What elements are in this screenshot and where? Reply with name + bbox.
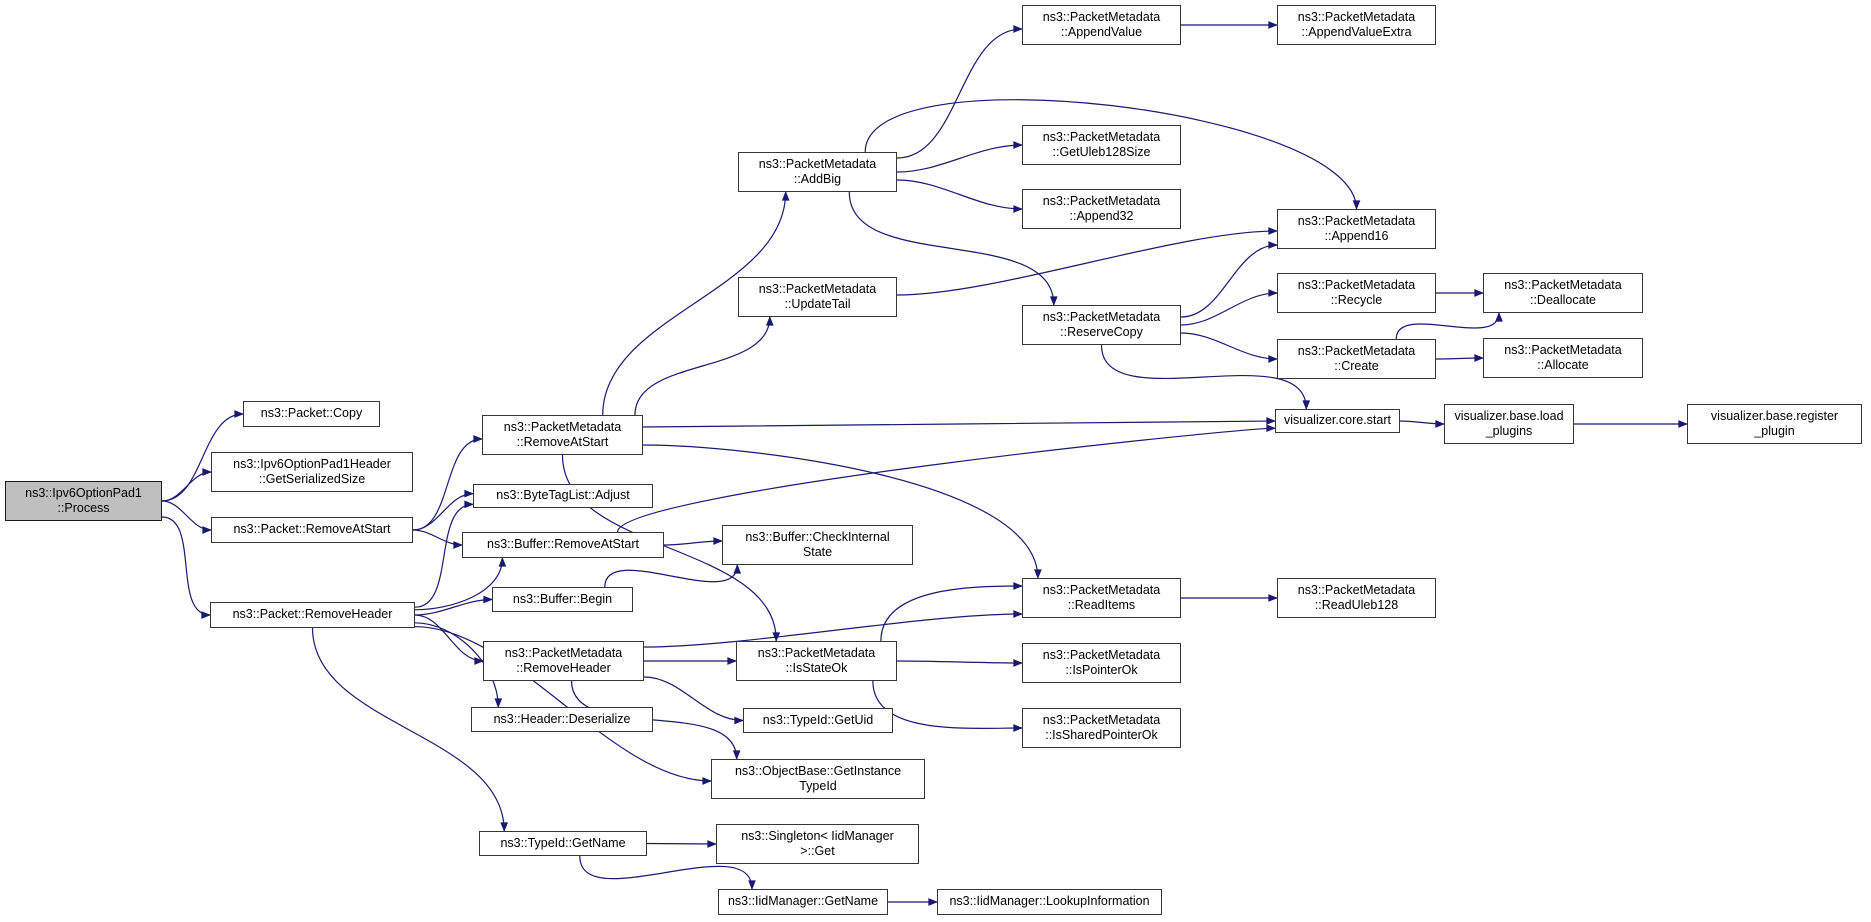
node-label: ::Create: [1334, 359, 1379, 373]
edge-reservecopy-to-core-start: [1102, 345, 1307, 409]
node-getuleb128size[interactable]: [1022, 125, 1181, 165]
node-label: ::GetUleb128Size: [1052, 145, 1151, 159]
node-label: ::AppendValueExtra: [1301, 25, 1412, 39]
edge-pm-removeheader-to-getuid: [644, 677, 743, 721]
node-label: ::UpdateTail: [784, 297, 851, 311]
node-getserializedsize[interactable]: [211, 452, 413, 492]
node-isstateok[interactable]: [736, 641, 897, 681]
node-packet-removeatstart[interactable]: [211, 517, 413, 543]
node-buffer-begin[interactable]: [492, 587, 633, 612]
edge-core-start-to-load-plugins: [1400, 421, 1444, 424]
node-label: ::ReserveCopy: [1060, 325, 1143, 339]
node-label: ns3::PacketMetadata: [1042, 582, 1161, 597]
node-label: ::Process: [57, 501, 110, 515]
node-iidmanager-getname[interactable]: [718, 889, 888, 915]
node-recycle[interactable]: [1277, 273, 1436, 313]
node-issharedpointerok[interactable]: [1022, 708, 1181, 748]
node-label: ns3::IidManager::GetName: [727, 894, 879, 909]
node-label: ns3::PacketMetadata: [1042, 647, 1161, 662]
node-label: _plugin: [1754, 424, 1795, 438]
node-label: ::Deallocate: [1529, 293, 1596, 307]
edge-reservecopy-to-append16: [1181, 245, 1277, 317]
node-label: ns3::TypeId::GetName: [500, 835, 626, 850]
node-label: visualizer.base.register: [1710, 408, 1839, 423]
node-process: [5, 481, 162, 521]
node-label: ns3::TypeId::GetUid: [762, 712, 874, 727]
node-label: ns3::Buffer::CheckInternal: [745, 529, 890, 544]
node-append32[interactable]: [1022, 189, 1181, 229]
node-label: ns3::PacketMetadata: [758, 156, 877, 171]
edge-packet-removeheader-to-buffer-begin: [415, 600, 492, 616]
node-label: ns3::PacketMetadata: [757, 645, 876, 660]
node-label: ns3::Buffer::RemoveAtStart: [487, 537, 639, 552]
edge-isstateok-to-readitems: [881, 586, 1022, 641]
node-label: ns3::ByteTagList::Adjust: [496, 488, 630, 503]
node-label: State: [802, 545, 833, 559]
node-allocate[interactable]: [1483, 338, 1643, 378]
edge-addbig-to-append32: [897, 180, 1022, 209]
edge-process-to-packet-removeheader: [162, 517, 210, 615]
node-label: ns3::PacketMetadata: [1042, 129, 1161, 144]
node-label: ::ReadItems: [1067, 598, 1136, 612]
node-label: ns3::Singleton< IidManager: [741, 828, 894, 843]
node-append16[interactable]: [1277, 209, 1436, 249]
node-label: ::IsSharedPointerOk: [1045, 728, 1158, 742]
edge-process-to-packet-removeatstart: [162, 501, 211, 530]
edge-typeid-getname-to-singleton-get: [647, 844, 716, 845]
node-packet-copy[interactable]: [243, 401, 380, 427]
node-label: ns3::ObjectBase::GetInstance: [734, 763, 902, 778]
node-readitems[interactable]: [1022, 578, 1181, 618]
edge-reservecopy-to-recycle: [1181, 293, 1277, 325]
node-load-plugins[interactable]: [1444, 404, 1574, 444]
edge-create-to-deallocate: [1396, 313, 1499, 339]
node-label: ns3::Buffer::Begin: [512, 591, 613, 606]
node-label: ns3::Packet::RemoveAtStart: [233, 522, 391, 537]
node-getinstancetypeid[interactable]: [711, 759, 925, 799]
node-label: ns3::Packet::RemoveHeader: [232, 607, 393, 622]
node-label: ::IsPointerOk: [1065, 663, 1138, 677]
node-label: ns3::PacketMetadata: [1297, 277, 1416, 292]
node-label: ::AppendValue: [1060, 25, 1143, 39]
node-buffer-removeatstart[interactable]: [462, 532, 664, 558]
node-header-deserialize[interactable]: [471, 707, 653, 732]
node-pm-removeatstart[interactable]: [482, 415, 643, 455]
node-label: ns3::PacketMetadata: [1297, 213, 1416, 228]
edge-packet-removeatstart-to-buffer-removeatstart: [413, 530, 462, 545]
node-label: ns3::Header::Deserialize: [493, 711, 631, 726]
node-label: ns3::Packet::Copy: [260, 406, 363, 421]
node-create[interactable]: [1277, 339, 1436, 379]
edge-reservecopy-to-create: [1181, 333, 1277, 359]
node-label: ns3::PacketMetadata: [1042, 712, 1161, 727]
edge-addbig-to-appendvalue: [897, 29, 1022, 158]
edge-packet-removeatstart-to-pm-removeatstart: [413, 439, 482, 530]
node-label: >::Get: [800, 844, 835, 858]
node-label: ns3::IidManager::LookupInformation: [949, 894, 1150, 909]
node-label: ::ReadUleb128: [1314, 598, 1399, 612]
node-ispointerok[interactable]: [1022, 643, 1181, 683]
edge-process-to-getserializedsize: [162, 472, 211, 501]
edge-updatetail-to-append16: [897, 231, 1277, 295]
node-label: visualizer.base.load: [1454, 408, 1564, 423]
node-label: ::Append16: [1324, 229, 1389, 243]
node-bytetaglist-adjust[interactable]: [473, 484, 653, 508]
edge-buffer-removeatstart-to-core-start: [618, 428, 1275, 532]
node-label: ns3::PacketMetadata: [1504, 277, 1622, 292]
node-pm-removeheader[interactable]: [483, 641, 644, 681]
node-label: ns3::PacketMetadata: [1297, 343, 1416, 358]
node-core-start[interactable]: [1275, 409, 1400, 433]
node-appendvalue[interactable]: [1022, 5, 1181, 45]
node-updatetail[interactable]: [738, 277, 897, 317]
node-label: ::Append32: [1069, 209, 1134, 223]
node-label: ::Allocate: [1537, 358, 1589, 372]
node-label: ns3::PacketMetadata: [1042, 309, 1161, 324]
node-packet-removeheader[interactable]: [210, 602, 415, 628]
node-label: visualizer.core.start: [1284, 413, 1391, 428]
node-singleton-get[interactable]: [716, 824, 919, 864]
node-getuid[interactable]: [743, 708, 893, 733]
node-label: _plugins: [1485, 424, 1533, 438]
edge-isstateok-to-ispointerok: [897, 661, 1022, 663]
node-label: ns3::PacketMetadata: [758, 281, 877, 296]
node-label: ns3::PacketMetadata: [1297, 582, 1416, 597]
node-register-plugin[interactable]: [1687, 404, 1862, 444]
node-label: ns3::PacketMetadata: [1297, 9, 1416, 24]
edge-buffer-removeatstart-to-checkinternalstate: [664, 541, 722, 545]
node-label: ::Recycle: [1330, 293, 1383, 307]
node-label: ns3::Ipv6OptionPad1: [25, 485, 142, 500]
node-checkinternalstate[interactable]: [722, 525, 913, 565]
edge-create-to-allocate: [1436, 358, 1483, 359]
node-label: ::GetSerializedSize: [258, 472, 366, 486]
node-label: ns3::Ipv6OptionPad1Header: [233, 456, 391, 471]
node-reservecopy[interactable]: [1022, 305, 1181, 345]
node-readuleb128[interactable]: [1277, 578, 1436, 618]
edge-addbig-to-getuleb128size: [897, 145, 1022, 172]
node-typeid-getname[interactable]: [479, 831, 647, 856]
edge-packet-removeheader-to-pm-removeheader: [415, 615, 483, 661]
node-label: ns3::PacketMetadata: [1504, 342, 1622, 357]
edge-buffer-begin-to-checkinternalstate: [605, 565, 737, 587]
node-label: ::RemoveAtStart: [516, 435, 609, 449]
node-label: ns3::PacketMetadata: [1042, 193, 1161, 208]
edge-pm-removeatstart-to-core-start: [643, 421, 1275, 427]
node-label: ::AddBig: [793, 172, 842, 186]
edge-isstateok-to-issharedpointerok: [873, 681, 1022, 728]
node-label: TypeId: [799, 779, 837, 793]
node-label: ::RemoveHeader: [516, 661, 611, 675]
node-label: ns3::PacketMetadata: [503, 419, 622, 434]
node-appendvalueextra[interactable]: [1277, 5, 1436, 45]
node-lookupinformation[interactable]: [937, 889, 1162, 915]
node-label: ::IsStateOk: [785, 661, 848, 675]
node-label: ns3::PacketMetadata: [1042, 9, 1161, 24]
node-deallocate[interactable]: [1483, 273, 1643, 313]
node-addbig[interactable]: [738, 152, 897, 192]
node-label: ns3::PacketMetadata: [504, 645, 623, 660]
